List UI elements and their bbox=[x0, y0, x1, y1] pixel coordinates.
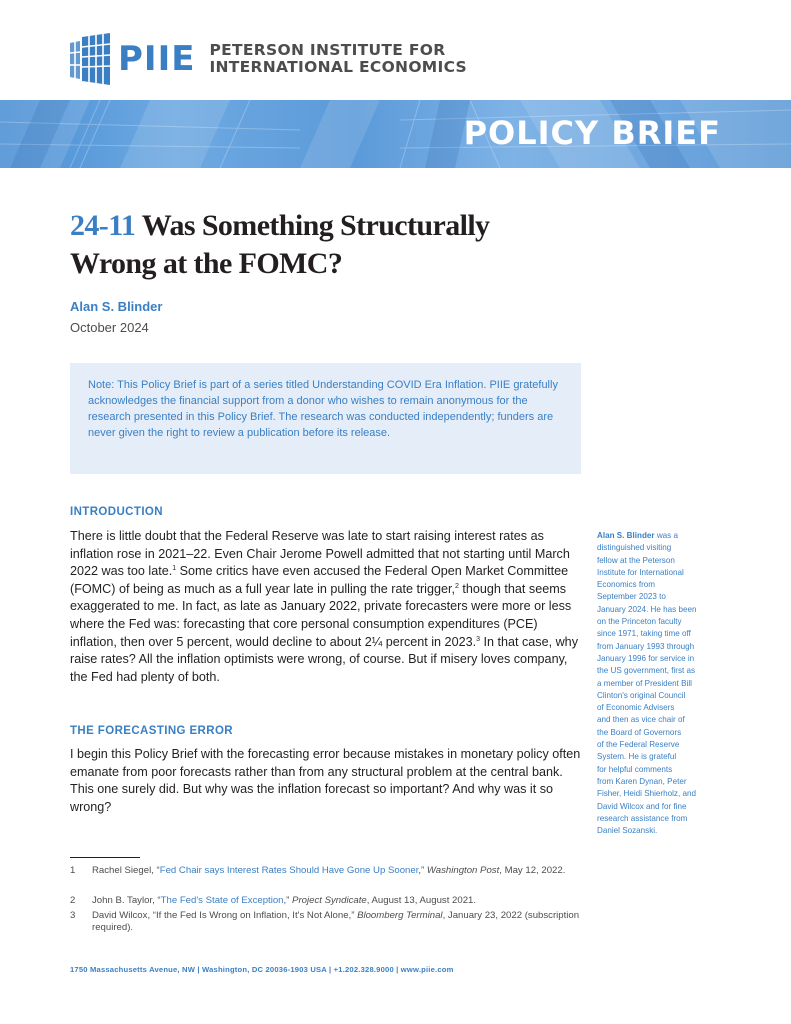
bio-line: since 1971, taking time off bbox=[597, 629, 691, 639]
bio-line: and then as vice chair of bbox=[597, 715, 685, 725]
footnote-publication: Washington Post bbox=[426, 865, 500, 876]
org-name-line1: PETERSON INSTITUTE FOR bbox=[209, 41, 446, 59]
footnote bbox=[70, 910, 585, 934]
forecasting-error-paragraph: I begin this Policy Brief with the forecasting error because mistakes in monetary policy often emanate from poor forecasts rather than from any structural problem at the central bank. This one surely did. But why was the inflation forecast so important? And why was it so wrong? bbox=[70, 747, 581, 814]
author-name[interactable]: Alan S. Blinder bbox=[70, 299, 163, 314]
footnote-publication: Bloomberg Terminal bbox=[357, 910, 443, 921]
footnote-text: ,” bbox=[283, 895, 293, 906]
bio-line: on the Princeton faculty bbox=[597, 617, 682, 627]
intro-text-d: In that case, why raise rates? All the inflation optimists were wrong, of course. But if misery loves company, the Fed had plenty of both. bbox=[70, 634, 578, 684]
logo-wordmark: PIIE bbox=[118, 39, 196, 79]
bio-line: from January 1993 through bbox=[597, 641, 695, 651]
bio-line: September 2023 to bbox=[597, 592, 666, 602]
bio-line: of the Federal Reserve bbox=[597, 740, 680, 750]
introduction-paragraph bbox=[70, 528, 582, 686]
brief-number: 24-11 bbox=[70, 209, 136, 242]
bio-line: January 2024. He has been bbox=[597, 604, 697, 614]
footnote-number: 2 bbox=[70, 895, 76, 906]
footnote-link[interactable]: Fed Chair says Interest Rates Should Have Gone Up Sooner bbox=[159, 865, 419, 876]
title-line2: Wrong at the FOMC? bbox=[70, 247, 343, 280]
footnote-ref-3[interactable]: 3 bbox=[476, 635, 480, 643]
bio-line: the US government, first as bbox=[597, 666, 696, 676]
footnote-text: John B. Taylor, “ bbox=[92, 895, 161, 906]
bio-line: the Board of Governors bbox=[597, 727, 682, 737]
author-bio bbox=[597, 530, 725, 837]
intro-text-b: Some critics have even accused the Federal Open Market Committee (FOMC) of being as much as a full year late in pulling the rate trigger, bbox=[70, 564, 569, 596]
page-footer: 1750 Massachusetts Avenue, NW | Washington, DC 20036-1903 USA | +1.202.328.9000 | www.piie.com bbox=[70, 965, 454, 974]
building-logo-icon bbox=[70, 33, 112, 85]
org-name bbox=[209, 42, 467, 76]
bio-line: fellow at the Peterson bbox=[597, 555, 675, 565]
bio-line: January 1996 for service in bbox=[597, 653, 695, 663]
intro-text-a: There is little doubt that the Federal Reserve was late to start raising interest rates as inflation rose in 2021–22. Even Chair Jerome Powell admitted that not starting until March 2022 was too late. bbox=[70, 529, 570, 579]
intro-text-c: though that seems exaggerated to me. In fact, as late as January 2022, private forecasters were more or less where the Fed was: forecasting that core personal consumption expenditures (PCE) inflation, then over 5 percent, would decline to about 2¼ percent in 2023. bbox=[70, 581, 572, 649]
publication-date: October 2024 bbox=[70, 320, 149, 335]
footnote-link[interactable]: The Fed's State of Exception bbox=[160, 895, 284, 906]
page-title bbox=[70, 207, 630, 283]
footnote-number: 3 bbox=[70, 910, 76, 921]
forecasting-error-heading: THE FORECASTING ERROR bbox=[70, 725, 234, 737]
bio-line: Daniel Sozanski. bbox=[597, 826, 658, 836]
footnote-text: Rachel Siegel, “ bbox=[92, 865, 160, 876]
bio-line: from Karen Dynan, Peter bbox=[597, 776, 687, 786]
footnote-text: , August 13, August 2021. bbox=[366, 895, 477, 906]
footnote-text: David Wilcox, “If the Fed Is Wrong on Inflation, It's Not Alone,” bbox=[92, 910, 358, 921]
footnote-text: , May 12, 2022. bbox=[499, 865, 566, 876]
footnote-ref-2[interactable]: 2 bbox=[455, 582, 459, 590]
bio-author-name: Alan S. Blinder bbox=[597, 531, 655, 540]
footnote-number: 1 bbox=[70, 865, 76, 876]
org-name-line2: INTERNATIONAL ECONOMICS bbox=[209, 58, 468, 76]
bio-line: Institute for International bbox=[597, 567, 684, 577]
footnote bbox=[70, 895, 585, 907]
bio-line: was a bbox=[656, 531, 678, 540]
footnote bbox=[70, 865, 585, 877]
footnote-text: , January 23, 2022 (subscription required). bbox=[92, 910, 580, 933]
banner-title: POLICY BRIEF bbox=[463, 114, 721, 152]
bio-line: for helpful comments bbox=[597, 764, 673, 774]
bio-line: of Economic Advisers bbox=[597, 703, 675, 713]
footnote-text: ,” bbox=[418, 865, 427, 876]
bio-line: a member of President Bill bbox=[597, 678, 692, 688]
bio-line: Clinton's original Council bbox=[597, 690, 686, 700]
bio-line: research assistance from bbox=[597, 813, 688, 823]
footnote-publication: Project Syndicate bbox=[292, 895, 367, 906]
bio-line: David Wilcox and for fine bbox=[597, 801, 687, 811]
title-line1: Was Something Structurally bbox=[141, 209, 490, 242]
introduction-heading: INTRODUCTION bbox=[70, 506, 163, 518]
bio-line: Fisher, Heidi Shierholz, and bbox=[597, 789, 696, 799]
policy-brief-banner bbox=[0, 100, 791, 168]
funding-note: Note: This Policy Brief is part of a series titled Understanding COVID Era Inflation. PIIE gratefully acknowledges the financial support from a donor who wishes to remain anonymous for the research presented in this Policy Brief. The research was conducted independently; funders are never given the right to review a publication before its release. bbox=[70, 363, 581, 474]
bio-line: distinguished visiting bbox=[597, 543, 672, 553]
bio-line: Economics from bbox=[597, 580, 656, 590]
footnote-divider bbox=[70, 857, 140, 858]
footnote-ref-1[interactable]: 1 bbox=[172, 565, 177, 572]
piie-logo[interactable] bbox=[70, 33, 467, 85]
bio-line: System. He is grateful bbox=[597, 752, 677, 762]
